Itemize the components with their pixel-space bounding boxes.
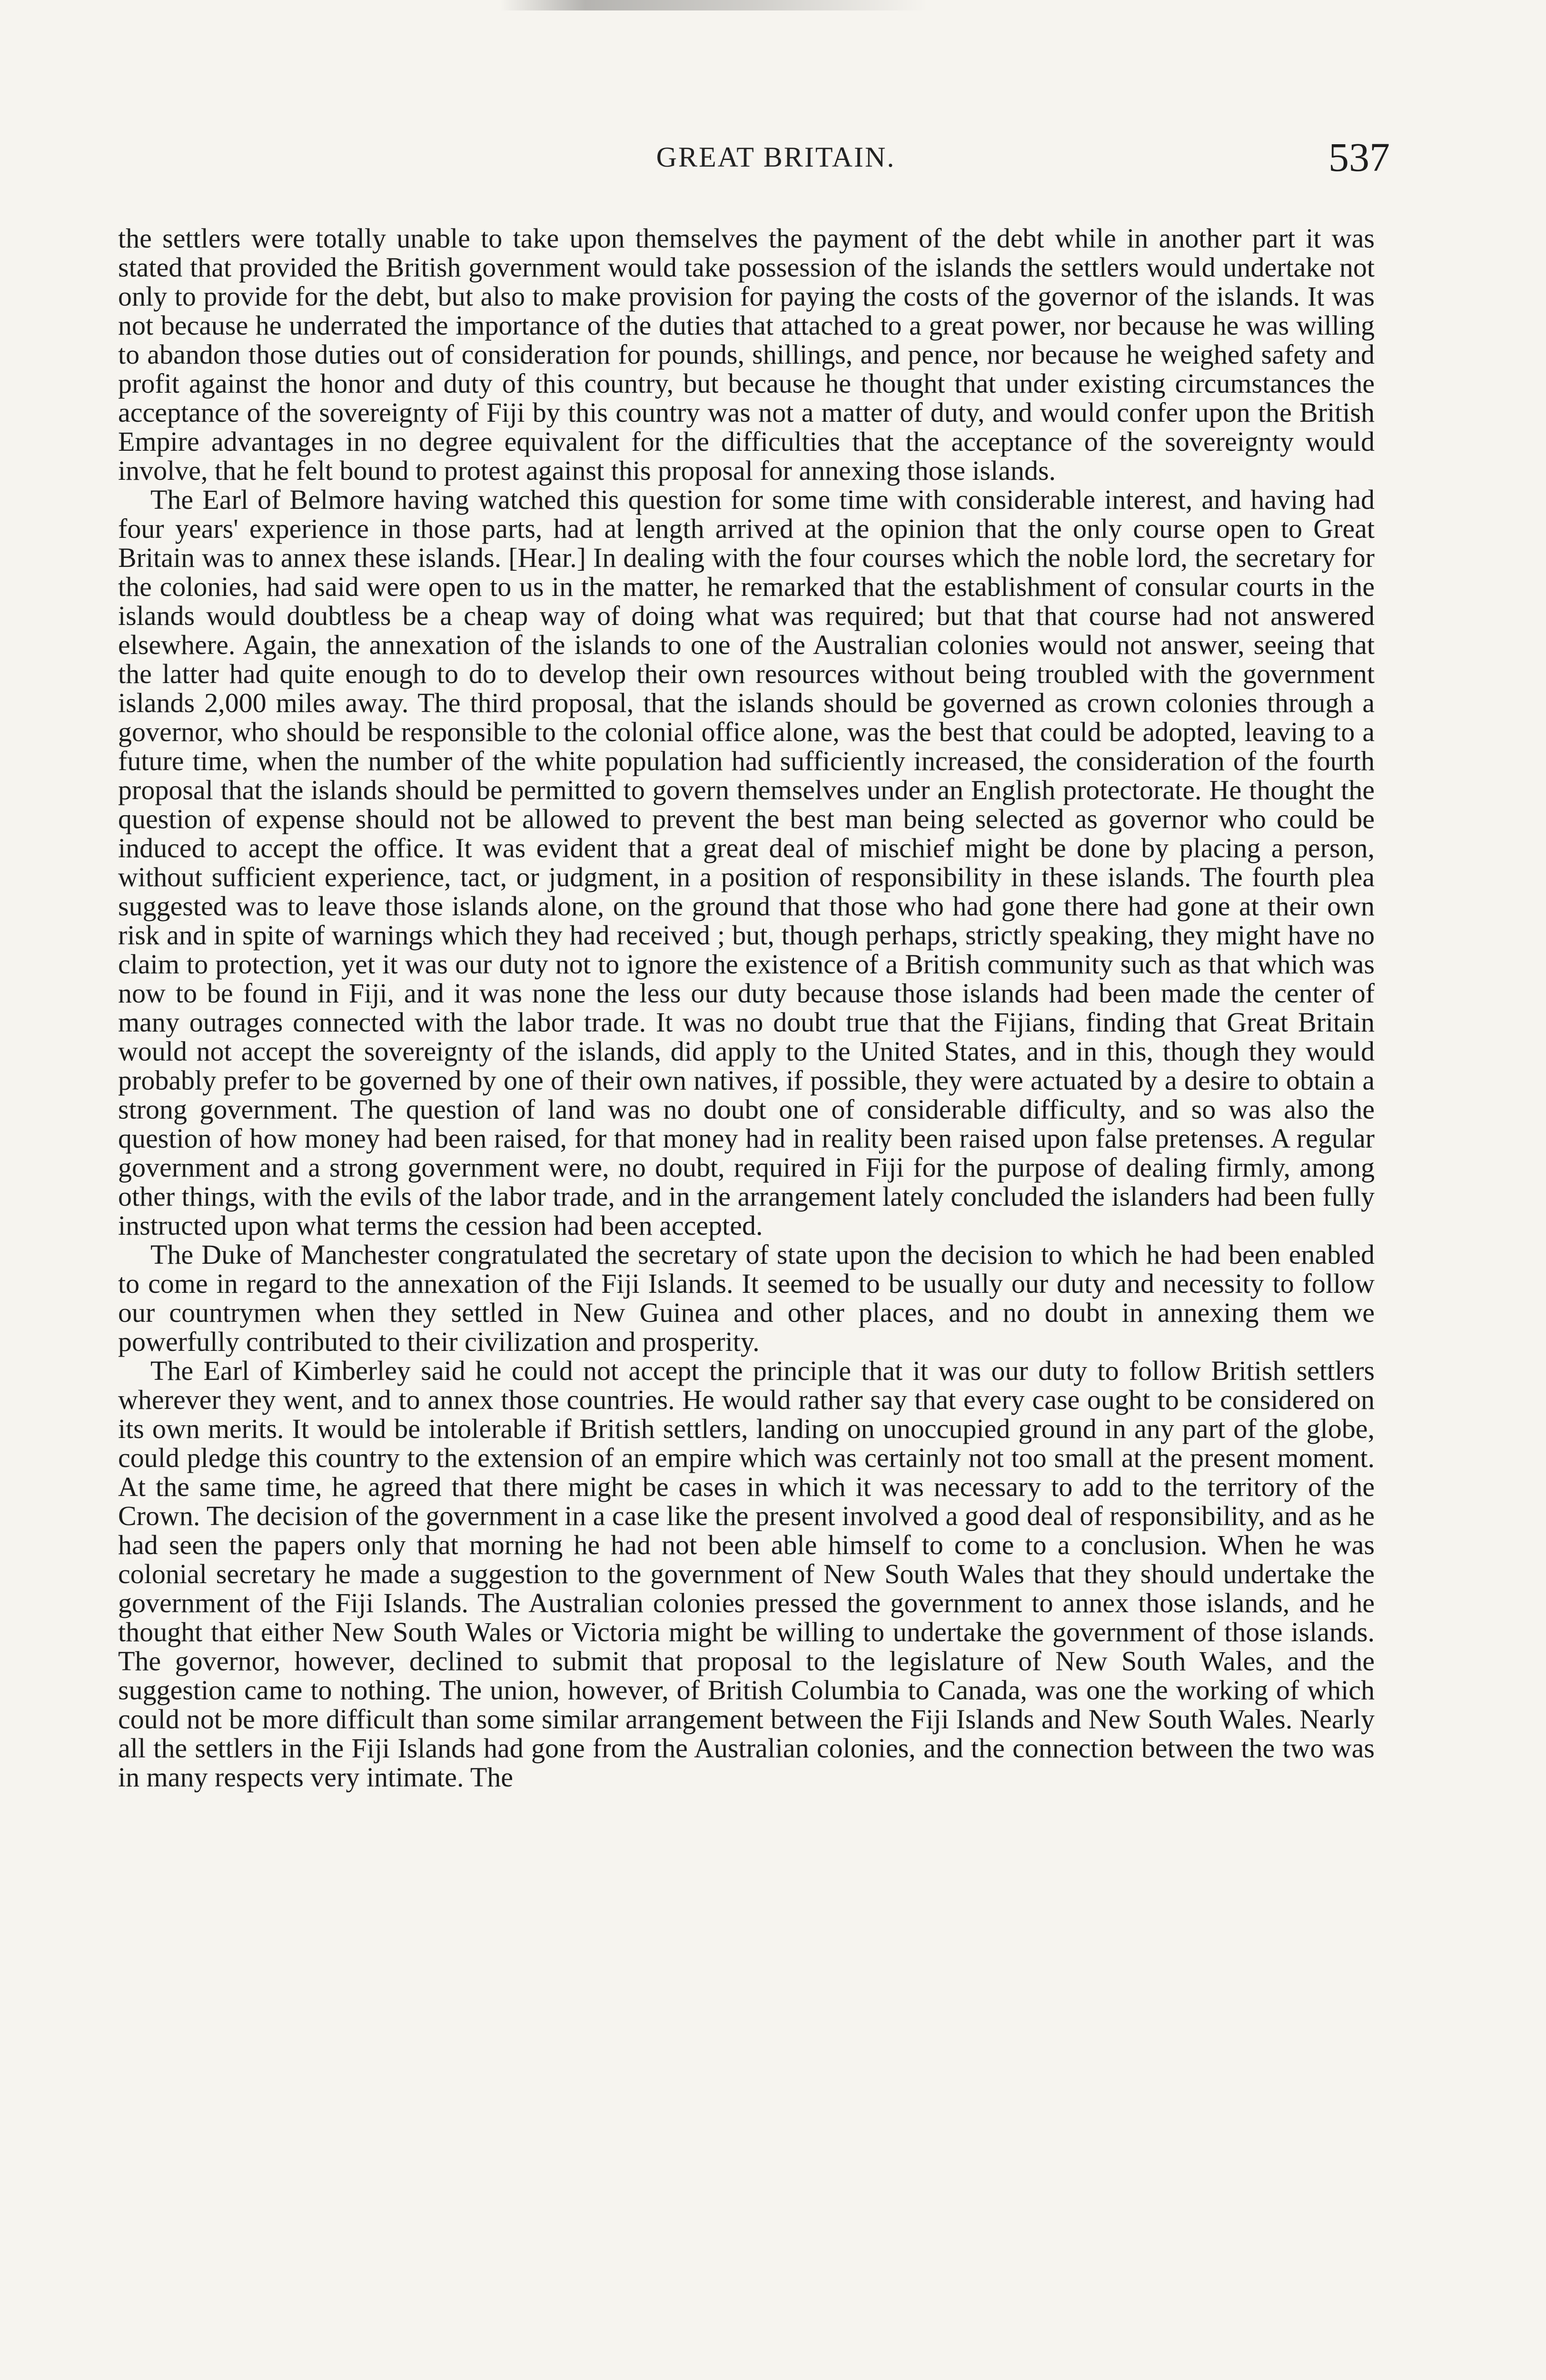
body-text [118,224,1375,2380]
paragraph-earl-of-kimberley: The Earl of Kimberley said he could not accept the principle that it was our duty to follow British settlers wherever they went, and to annex those countries. He would rather say that every case ought to be considered on its own merits. It would be intolerable if British settlers, landing on unoccupied ground in any part of the globe, could pledge this country to the extension of an empire which was certainly not too small at the present moment. At the same time, he agreed that there might be cases in which it was necessary to add to the territory of the Crown. The decision of the government in a case like the present involved a good deal of responsibility, and as he had seen the papers only that morning he had not been able himself to come to a conclusion. When he was colonial secretary he made a suggestion to the government of New South Wales that they should undertake the government of the Fiji Islands. The Australian colonies pressed the government to annex those islands, and he thought that either New South Wales or Victoria might be willing to undertake the government of those islands. The governor, however, declined to submit that proposal to the legislature of New South Wales, and the suggestion came to nothing. The union, however, of British Columbia to Canada, was one the working of which could not be more difficult than some similar arrangement between the Fiji Islands and New South Wales. Nearly all the settlers in the Fiji Islands had gone from the Australian colonies, and the connection between the two was in many respects very intimate. The [118,1355,1375,1793]
paragraph-earl-of-belmore: The Earl of Belmore having watched this question for some time with considerable interest, and having had four years' experience in those parts, had at length arrived at the opinion that the only course open to Great Britain was to annex these islands. [Hear.] In dealing with the four courses which the noble lord, the secretary for the colonies, had said were open to us in the matter, he remarked that the establishment of consular courts in the islands would doubtless be a cheap way of doing what was required; but that that course had not answered elsewhere. Again, the annexation of the islands to one of the Australian colonies would not answer, seeing that the latter had quite enough to do to develop their own resources without being troubled with the government islands 2,000 miles away. The third proposal, that the islands should be governed as crown colonies through a governor, who should be responsible to the colonial office alone, was the best that could be adopted, leaving to a future time, when the number of the white population had sufficiently increased, the consideration of the fourth proposal that the islands should be permitted to govern themselves under an English protectorate. He thought the question of expense should not be allowed to prevent the best man being selected as governor who could be induced to accept the office. It was evident that a great deal of mischief might be done by placing a person, without sufficient experience, tact, or judgment, in a position of responsibility in these islands. The fourth plea suggested was to leave those islands alone, on the ground that those who had gone there had gone at their own risk and in spite of warnings which they had received ; but, though perhaps, strictly speaking, they might have no claim to protection, yet it was our duty not to ignore the existence of a British community such as that which was now to be found in Fiji, and it was none the less our duty because those islands had been made the center of many outrages connected with the labor trade. It was no doubt true that the Fijians, finding that Great Britain would not accept the sovereignty of the islands, did apply to the United States, and in this, though they would probably prefer to be governed by one of their own natives, if possible, they were actuated by a desire to obtain a strong government. The question of land was no doubt one of considerable difficulty, and so was also the question of how money had been raised, for that money had in reality been raised upon false pretenses. A regular government and a strong government were, no doubt, required in Fiji for the purpose of dealing firmly, among other things, with the evils of the labor trade, and in the arrangement lately concluded the islanders had been fully instructed upon what terms the cession had been accepted. [118,484,1375,1241]
page-number: 537 [1328,134,1390,180]
paragraph-continuation: the settlers were totally unable to take upon themselves the payment of the debt while in another part it was stated that provided the British government would take possession of the islands the settlers would undertake not only to provide for the debt, but also to make provision for paying the costs of the governor of the islands. It was not because he underrated the importance of the duties that attached to a great power, nor because he was willing to abandon those duties out of consideration for pounds, shillings, and pence, nor because he weighed safety and profit against the honor and duty of this country, but because he thought that under existing circumstances the acceptance of the sovereignty of Fiji by this country was not a matter of duty, and would confer upon the British Empire advantages in no degree equivalent for the difficulties that the acceptance of the sovereignty would involve, that he felt bound to protest against this proposal for annexing those islands. [118,223,1375,486]
paragraph-duke-of-manchester: The Duke of Manchester congratulated the secretary of state upon the decision to which he had been enabled to come in regard to the annexation of the Fiji Islands. It seemed to be usually our duty and necessity to follow our countrymen when they settled in New Guinea and other places, and no doubt in annexing them we powerfully contributed to their civilization and prosperity. [118,1239,1375,1357]
running-title: GREAT BRITAIN. [656,141,896,173]
scan-smudge [500,0,928,10]
